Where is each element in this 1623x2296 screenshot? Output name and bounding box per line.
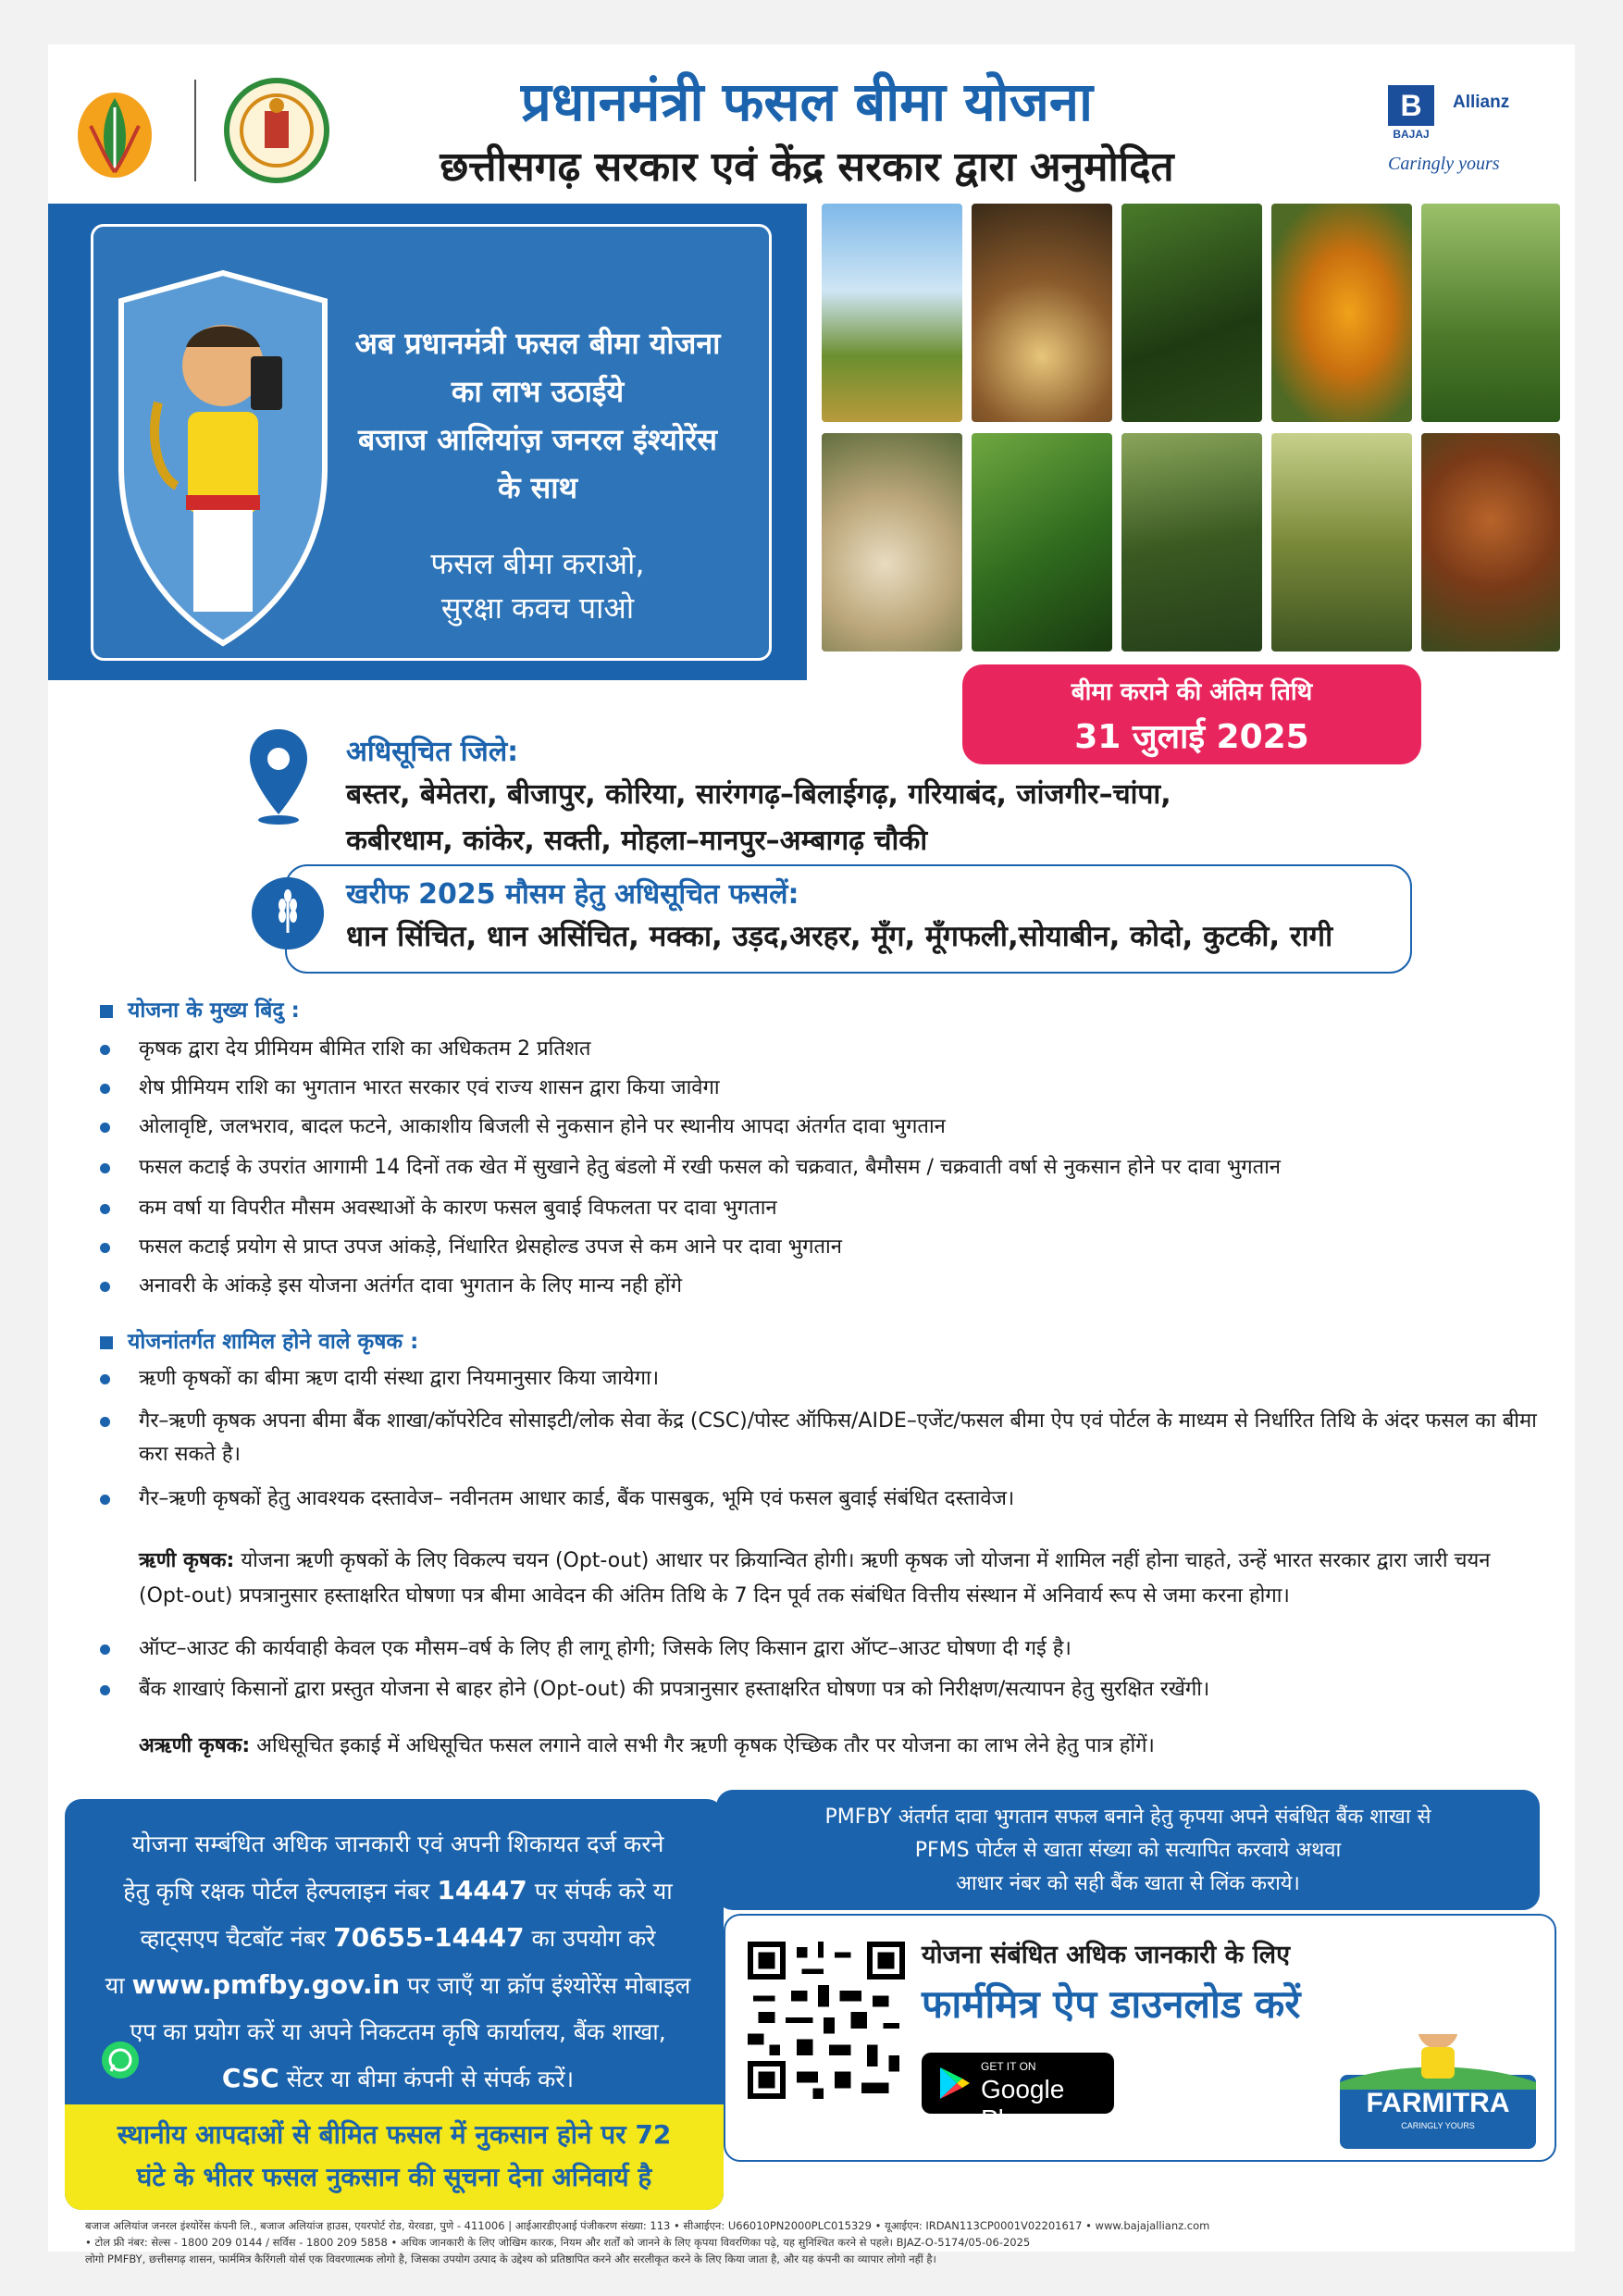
farmitra-wordmark: FARMITRA (1366, 2088, 1510, 2118)
google-play-label: Google Play (981, 2075, 1065, 2133)
bullet-icon (100, 1243, 110, 1253)
list-item-text: ऑप्ट–आउट की कार्यवाही केवल एक मौसम–वर्ष के लिए ही लागू होगी; जिसके लिए किसान द्वारा ऑप्ट–आउट घोषणा दी गई है। (139, 1637, 1072, 1660)
hero-line: का लाभ उठाईये (451, 374, 625, 409)
state-seal-icon (224, 78, 329, 183)
alert-line: घंटे के भीतर फसल नुकसान की सूचना देना अनिवार्य है (136, 2162, 652, 2192)
google-play-icon (936, 2066, 972, 2101)
list-item-text: गैर–ऋणी कृषकों हेतु आवश्यक दस्तावेज– नवीनतम आधार कार्ड, बैंक पासबुक, भूमि एवं फसल बुवाई संबंधित दस्तावेज। (139, 1487, 1015, 1510)
bajaj-allianz-logo (1388, 85, 1564, 187)
bullet-icon (100, 1045, 110, 1055)
google-play-small: GET IT ON (981, 2060, 1036, 2073)
key-points-heading (100, 994, 300, 1024)
list-item-text: शेष प्रीमियम राशि का भुगतान भारत सरकार एवं राज्य शासन द्वारा किया जावेगा (139, 1076, 720, 1099)
list-item-text: गैर–ऋणी कृषक अपना बीमा बैंक शाखा/कॉपरेटिव सोसाइटी/लोक सेवा केंद्र (CSC)/पोस्ट ऑफिस/AIDE–एजेंट/फसल बीमा ऐप एवं पोर्टल के माध्यम से निर्धारित तिथि के अंदर फसल का बीमा करा सकते है। (139, 1409, 1537, 1466)
alert-line: स्थानीय आपदाओं से बीमित फसल में नुकसान होने पर 72 (117, 2119, 672, 2150)
heading-text: योजना के मुख्य बिंदु : (128, 999, 300, 1023)
helpline-number: 14447 (437, 1875, 527, 1905)
nonloanee-label: अऋणी कृषक: (139, 1734, 251, 1757)
bullet-icon (100, 1163, 110, 1173)
loanee-paragraph (139, 1544, 1545, 1614)
list-item (100, 1483, 1543, 1516)
page-title: प्रधानमंत्री फसल बीमा योजना (520, 70, 1094, 133)
list-item (100, 1111, 1543, 1144)
contact-line: एप का प्रयोग करें या अपने निकटतम कृषि कार्यालय, बैंक शाखा, (130, 2018, 666, 2045)
contact-text-part: हेतु कृषि रक्षक पोर्टल हेल्पलाइन नंबर (123, 1878, 438, 1905)
contact-text-part: सेंटर या बीमा कंपनी से संपर्क करें। (279, 2066, 575, 2092)
bullet-icon (100, 1204, 110, 1214)
tagline: Caringly yours (1388, 154, 1500, 174)
app-info-text: योजना संबंधित अधिक जानकारी के लिए (922, 1941, 1291, 1969)
bullet-icon (100, 1374, 110, 1384)
crop-photo-groundnut (822, 433, 962, 652)
website-link[interactable]: www.pmfby.gov.in (131, 1969, 401, 2000)
bajaj-b-icon: B (1388, 85, 1434, 126)
deadline-badge (962, 664, 1421, 764)
list-item-text: ओलावृष्टि, जलभराव, बादल फटने, आकाशीय बिजली से नुकसान होने पर स्थानीय आपदा अंतर्गत दावा भुगतान (139, 1115, 946, 1138)
deadline-date: 31 जुलाई 2025 (1074, 718, 1309, 756)
hero-banner (48, 204, 807, 680)
hero-message (316, 319, 760, 512)
list-item (100, 1192, 1543, 1225)
list-item (100, 1151, 1543, 1185)
poster (48, 44, 1575, 2265)
nonloanee-text: अधिसूचित इकाई में अधिसूचित फसल लगाने वाले सभी गैर ऋणी कृषक ऐच्छिक तौर पर योजना का लाभ लेने हेतु पात्र होंगें। (256, 1734, 1155, 1757)
list-item (100, 1270, 1543, 1303)
contact-text-part: पर संपर्क करे या (527, 1878, 673, 1905)
bullet-icon (100, 1644, 110, 1655)
districts-line: कबीरधाम, कांकेर, सक्ती, मोहला–मानपुर–अम्बागढ़ चौकी (346, 825, 928, 857)
farmitra-tagline: CARINGLY YOURS (1401, 2121, 1475, 2130)
districts-list (346, 772, 1290, 864)
bullet-icon (100, 1282, 110, 1292)
list-item (100, 1632, 1543, 1666)
contact-line (93, 1962, 703, 2009)
google-play-button[interactable] (922, 2053, 1114, 2133)
qr-code-icon[interactable] (748, 1942, 905, 2099)
list-item (100, 1033, 1543, 1066)
list-item (100, 1362, 1543, 1396)
slogan-line: फसल बीमा कराओ, (430, 546, 645, 581)
crops-title: खरीफ 2025 मौसम हेतु अधिसूचित फसलें: (346, 878, 799, 911)
bullet-icon (100, 1495, 110, 1505)
crop-photo-rice (822, 204, 962, 422)
heading-text: योजनांतर्गत शामिल होने वाले कृषक : (128, 1330, 419, 1354)
hero-panel (91, 224, 772, 661)
location-pin-icon (246, 726, 311, 827)
whatsapp-icon (102, 2042, 139, 2079)
pmfby-notice (716, 1790, 1540, 1910)
bullet-icon (100, 1084, 110, 1094)
contact-text-part: का उपयोग करे (524, 1925, 656, 1952)
contact-text-part: व्हाट्सएप चैटबॉट नंबर (140, 1925, 334, 1952)
list-item (100, 1072, 1543, 1105)
footer-line: लोगो PMFBY, छत्तीसगढ़ शासन, फार्ममित्र कैरिंगली योर्स एक विवरणात्मक लोगो है, जिसका उपयोग उत्पाद के उद्देश्य को प्रतिष्ठापित करने और सरलीकृत करने के लिए किया जाता है, और यह कंपनी का व्यापार लोगो नहीं है। (85, 2253, 936, 2265)
page-subtitle: छत्तीसगढ़ सरकार एवं केंद्र सरकार द्वारा अनुमोदित (440, 143, 1174, 191)
nonloanee-paragraph (139, 1729, 1545, 1764)
footer-line: बजाज अलियांज जनरल इंश्योरेंस कंपनी लि., बजाज अलियांज हाउस, एयरपोर्ट रोड, येरवडा, पुणे - 411006 | आईआरडीएआई पंजीकरण संख्या: 113 • सीआईएन: U66010PN2000PLC015329 • यूआईएन: IRDAN113CP0001V02201617 • www.bajajallianz.com (85, 2219, 1210, 2232)
notice-line: PMFBY अंतर्गत दावा भुगतान सफल बनाने हेतु कृपया अपने संबंधित बैंक शाखा से (824, 1806, 1431, 1829)
crop-photo-maize (1271, 204, 1412, 422)
hero-line: बजाज आलियांज़ जनरल इंश्योरेंस (358, 422, 717, 457)
list-item-text: अनावरी के आंकड़े इस योजना अतंर्गत दावा भुगतान के लिए मान्य नही होंगे (139, 1274, 682, 1297)
contact-line (93, 1868, 703, 1915)
list-item (100, 1231, 1543, 1264)
districts-title: अधिसूचित जिले: (346, 736, 519, 768)
deadline-label: बीमा कराने की अंतिम तिथि (1071, 678, 1313, 706)
farmitra-logo (1340, 2034, 1536, 2149)
crop-photo-kutki (1271, 433, 1412, 652)
app-download-heading: फार्ममित्र ऐप डाउनलोड करें (922, 1981, 1301, 2027)
contact-text-part: पर जाएँ या क्रॉप इंश्योरेंस मोबाइल (400, 1972, 691, 1999)
wheat-icon (252, 877, 324, 949)
hero-line: अब प्रधानमंत्री फसल बीमा योजना (354, 326, 721, 361)
whatsapp-number: 70655-14447 (333, 1922, 525, 1953)
csc-label: CSC (221, 2063, 279, 2093)
crop-photo-arhar (972, 433, 1112, 652)
list-item-text: फसल कटाई के उपरांत आगामी 14 दिनों तक खेत में सुखाने हेतु बंडलो में रखी फसल को चक्रवात, बैमौसम / चक्रवाती वर्षा से नुकसान होने पर दावा भुगतान (139, 1156, 1282, 1179)
hero-slogan (316, 541, 760, 630)
farmer-shield-illustration-icon (103, 264, 343, 652)
bullet-icon (100, 1685, 110, 1695)
bullet-icon (100, 1123, 110, 1133)
list-item-text: कृषक द्वारा देय प्रीमियम बीमित राशि का अधिकतम 2 प्रतिशत (139, 1037, 591, 1061)
contact-line (93, 1915, 703, 1962)
notice-line: आधार नंबर को सही बैंक खाता से लिंक कराये। (956, 1872, 1300, 1895)
list-item-text: कम वर्षा या विपरीत मौसम अवस्थाओं के कारण फसल बुवाई विफलता पर दावा भुगतान (139, 1197, 777, 1220)
allianz-wordmark: Allianz (1453, 93, 1510, 112)
bajaj-wordmark: BAJAJ (1393, 128, 1430, 141)
notice-line: PFMS पोर्टल से खाता संख्या को सत्यापित करवाये अथवा (914, 1839, 1342, 1862)
crop-photo-ragi (1421, 433, 1560, 652)
square-bullet-icon (100, 1005, 113, 1018)
list-item (100, 1405, 1543, 1471)
districts-line: बस्तर, बेमेतरा, बीजापुर, कोरिया, सारंगगढ़–बिलाईगढ़, गरियाबंद, जांजगीर–चांपा, (346, 778, 1171, 811)
list-item-text: ऋणी कृषकों का बीमा ऋण दायी संस्था द्वारा नियमानुसार किया जायेगा। (139, 1367, 660, 1390)
contact-text (93, 1821, 703, 2103)
pmfby-logo-icon (72, 80, 157, 181)
contact-line: योजना सम्बंधित अधिक जानकारी एवं अपनी शिकायत दर्ज करने (131, 1831, 664, 1857)
hero-line: के साथ (497, 470, 578, 505)
crops-list: धान सिंचित, धान असिंचित, मक्का, उड़द,अरहर, मूँग, मूँगफली,सोयाबीन, कोदो, कुटकी, रागी (346, 920, 1333, 953)
logo-divider (194, 80, 196, 181)
crop-photo-kodo (1121, 433, 1262, 652)
farmers-heading (100, 1325, 418, 1355)
loanee-text: योजना ऋणी कृषकों के लिए विकल्प चयन (Opt-out) आधार पर क्रियान्वित होगी। ऋणी कृषक जो योजना में शामिल नहीं होना चाहते, उन्हें भारत सरकार द्वारा जारी चयन (Opt-out) प्रपत्रानुसार हस्ताक्षरित घोषणा पत्र बीमा आवेदन की अंतिम तिथि के 7 दिन पूर्व तक संबंधित वित्तीय संस्थान में अनिवार्य रूप से जमा करना होगा। (139, 1549, 1491, 1607)
square-bullet-icon (100, 1336, 113, 1349)
loss-alert (65, 2104, 724, 2210)
list-item (100, 1673, 1543, 1706)
loanee-label: ऋणी कृषक: (139, 1549, 235, 1572)
bullet-icon (100, 1417, 110, 1427)
crop-photo-urad (1121, 204, 1262, 422)
list-item-text: बैंक शाखाएं किसानों द्वारा प्रस्तुत योजना से बाहर होने (Opt-out) की प्रपत्रानुसार हस्ताक्षरित घोषणा पत्र को निरीक्षण/सत्यापन हेतु सुरक्षित रखेंगी। (139, 1678, 1210, 1701)
footer-line: • टोल फ्री नंबर: सेल्स - 1800 209 0144 / सर्विस - 1800 209 5858 • अधिक जानकारी के लिए जोखिम कारक, नियम और शर्तों को जानने के लिए कृपया विवरणिका पढ़े, यह सुनिश्चित करने से पहले। BJAZ-O-5174/05-06-2025 (85, 2236, 1031, 2249)
list-item-text: फसल कटाई प्रयोग से प्राप्त उपज आंकड़े, निंधारित थ्रेसहोल्ड उपज से कम आने पर दावा भुगतान (139, 1235, 842, 1259)
crop-photo-moong (1421, 204, 1560, 422)
slogan-line: सुरक्षा कवच पाओ (440, 590, 635, 626)
contact-text-part: या (105, 1972, 132, 1999)
contact-line (93, 2055, 703, 2103)
crop-photo-soybean (972, 204, 1112, 422)
